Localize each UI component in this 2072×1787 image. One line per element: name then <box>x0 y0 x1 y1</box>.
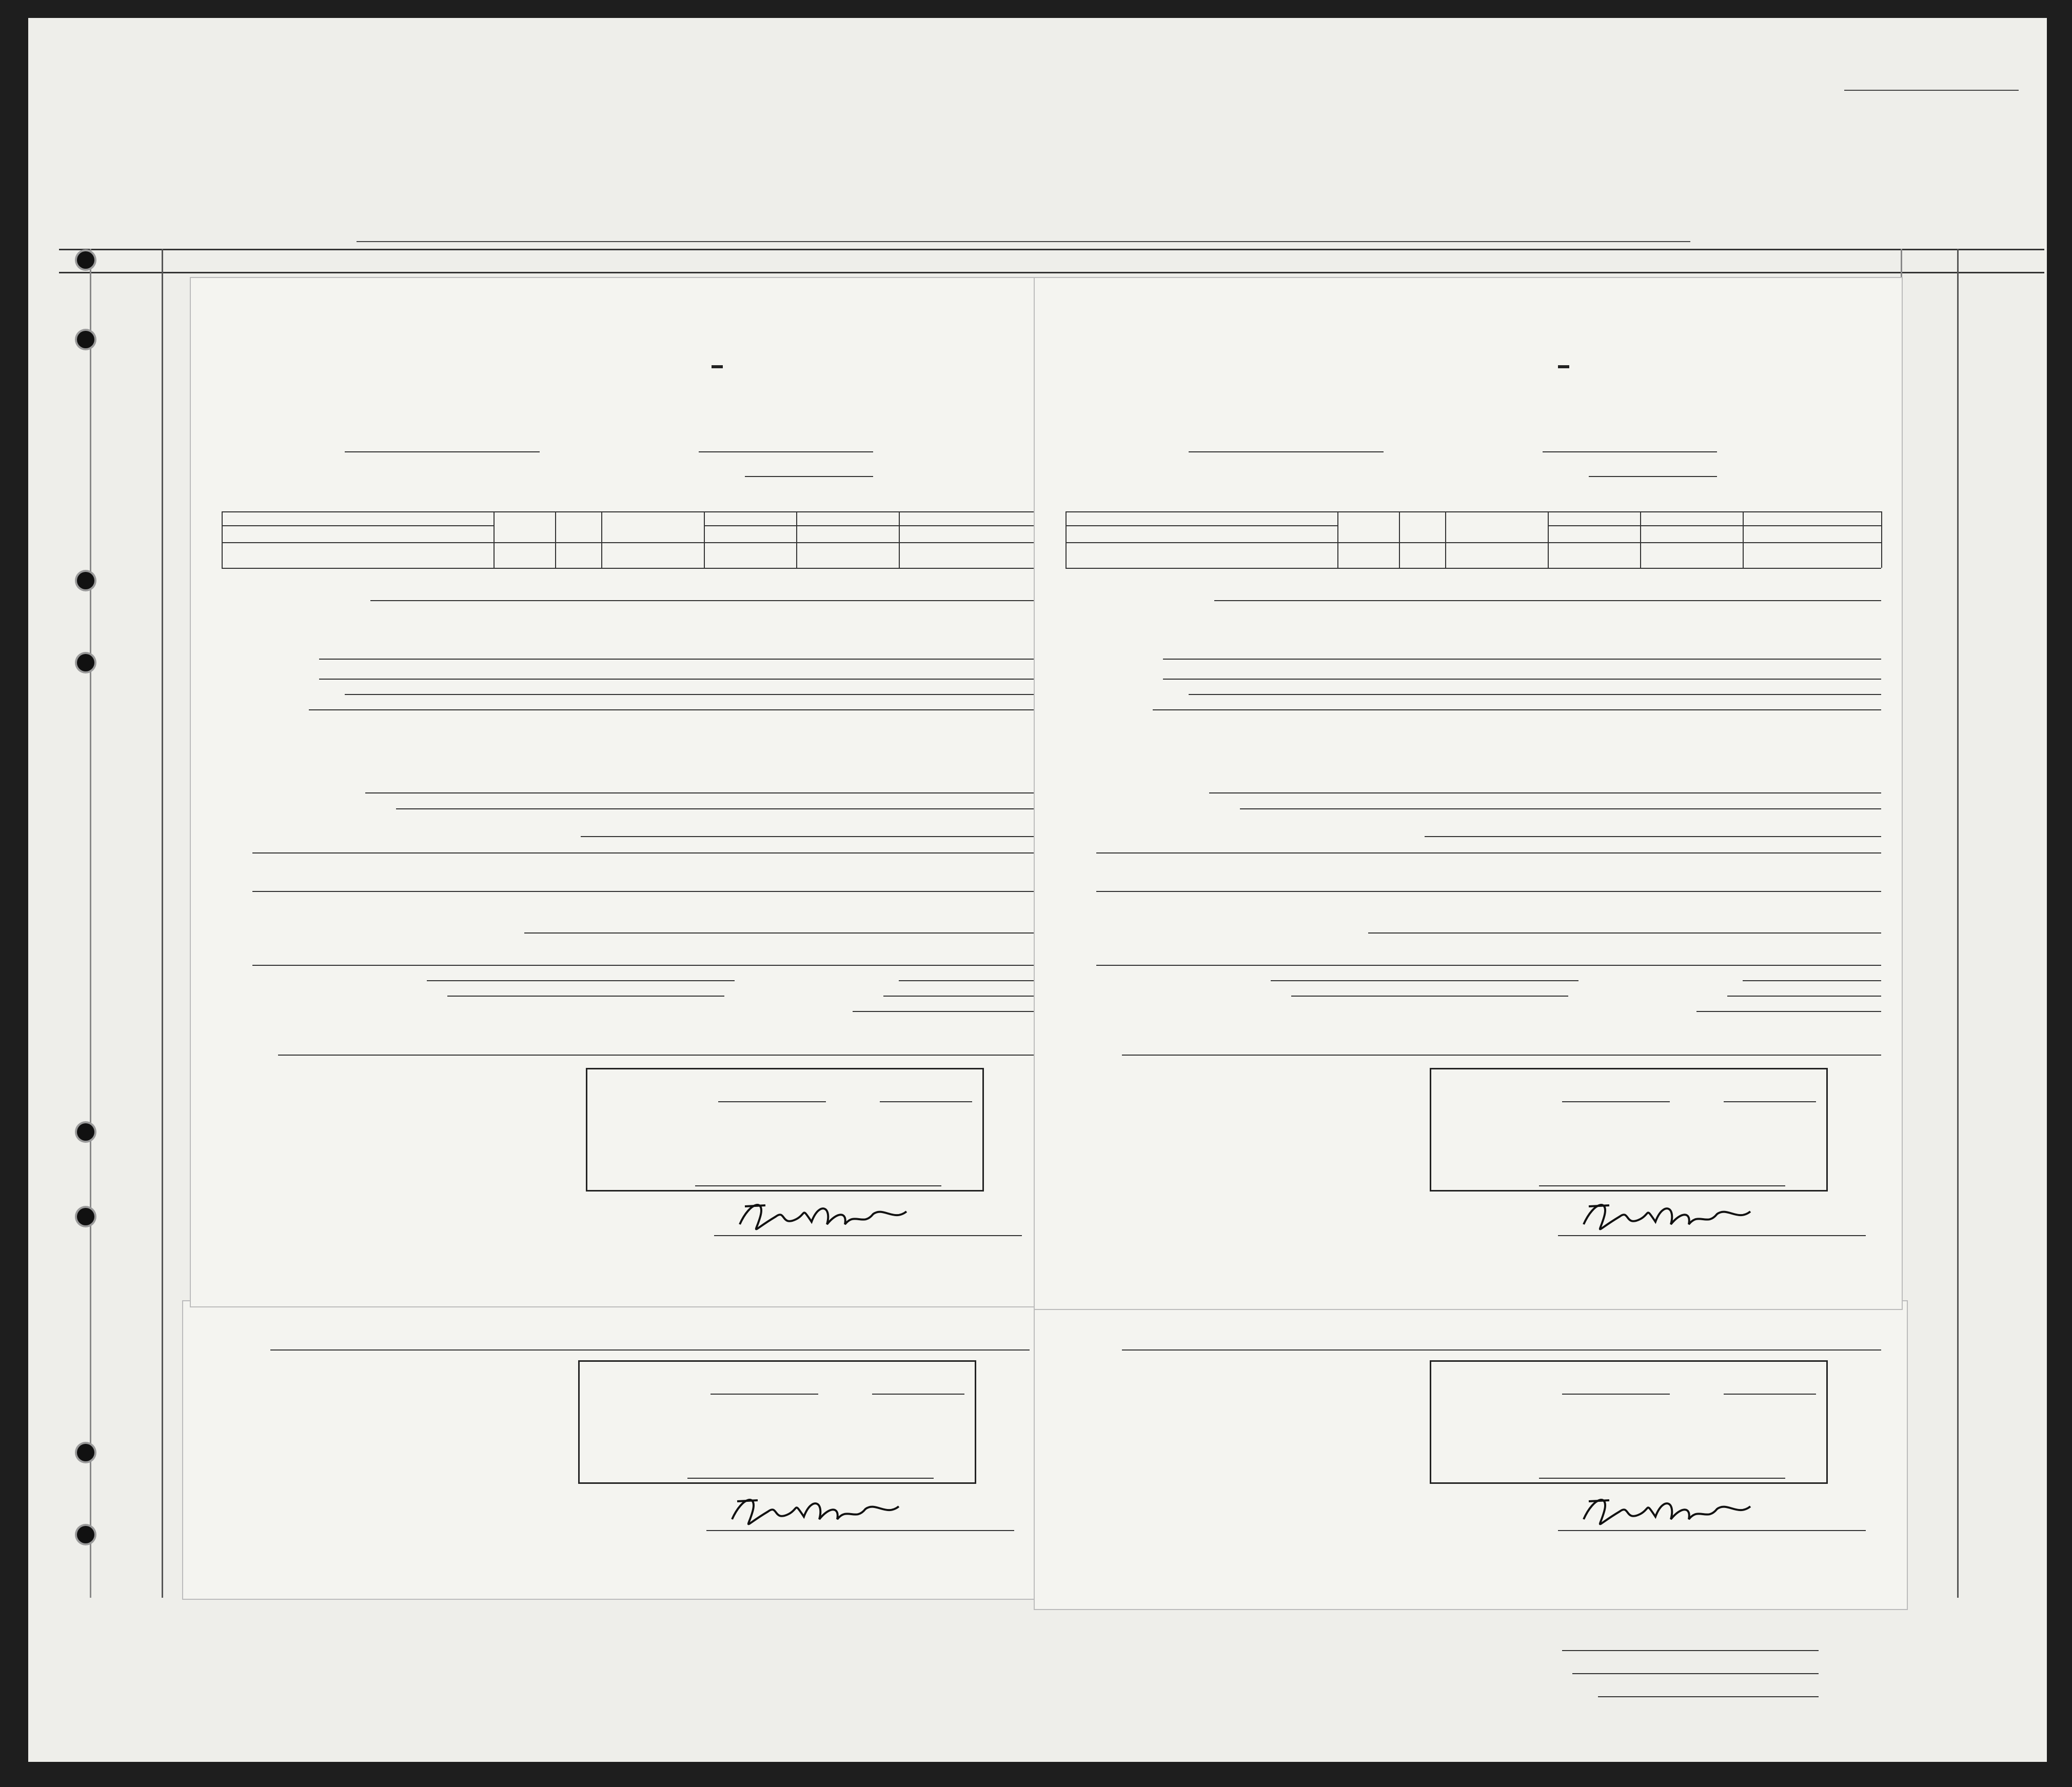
fill-line <box>309 709 1037 710</box>
column-divider <box>162 249 163 1598</box>
table-rule <box>1399 511 1400 568</box>
table-rule <box>704 511 705 568</box>
fill-line <box>1189 451 1384 452</box>
fill-line <box>1562 1394 1670 1395</box>
table-rule <box>222 511 223 568</box>
fill-line <box>447 996 724 997</box>
fill-line <box>270 1349 1030 1351</box>
inspector-signature <box>729 1196 914 1237</box>
table-rule <box>601 511 602 568</box>
officer-reserved-box <box>1430 1068 1828 1192</box>
fill-line <box>252 965 1037 966</box>
inspector-signature <box>1573 1491 1758 1532</box>
fill-line <box>883 996 1037 997</box>
punch-hole <box>77 654 94 671</box>
fill-line <box>427 980 735 981</box>
fill-line <box>1240 808 1881 809</box>
fill-line <box>1727 996 1881 997</box>
punch-hole <box>77 331 94 348</box>
header-divider <box>1065 525 1337 526</box>
fill-line <box>319 679 1037 680</box>
fill-line <box>345 451 540 452</box>
fill-line <box>1724 1101 1816 1102</box>
fill-line <box>718 1101 826 1102</box>
fill-line <box>699 451 873 452</box>
fill-line <box>1122 1055 1881 1056</box>
fill-line <box>1696 1011 1881 1012</box>
punch-hole <box>77 572 94 589</box>
inspector-signature <box>722 1491 906 1532</box>
fill-line <box>695 1185 941 1186</box>
table-bottom <box>222 568 1037 569</box>
table-rule <box>796 511 797 568</box>
punch-hole <box>77 1208 94 1225</box>
punch-hole <box>77 1526 94 1543</box>
table-top <box>1065 511 1881 512</box>
table-rule <box>494 511 495 568</box>
fill-line <box>711 1394 818 1395</box>
fill-line <box>524 932 1037 934</box>
fill-line <box>1096 965 1881 966</box>
information-sheet-left <box>190 277 1059 1307</box>
fill-line <box>1271 980 1578 981</box>
fill-line <box>1743 980 1881 981</box>
table-header-bottom <box>222 542 1037 543</box>
punch-hole <box>77 251 94 269</box>
fill-line <box>1209 792 1881 793</box>
header-band-bottom <box>59 272 2044 273</box>
header-band-top <box>59 249 2044 250</box>
officer-reserved-box <box>578 1360 976 1484</box>
fill-line <box>1153 709 1881 710</box>
arriving-underline <box>357 241 1690 242</box>
fill-line <box>1291 996 1568 997</box>
column-divider <box>1957 249 1959 1598</box>
table-rule <box>555 511 556 568</box>
fill-line <box>1368 932 1881 934</box>
fill-line <box>1539 1185 1785 1186</box>
table-rule <box>899 511 900 568</box>
fill-line <box>252 852 1037 853</box>
list-underline <box>1844 90 2019 91</box>
fill-line <box>319 659 1037 660</box>
fill-line <box>1163 659 1881 660</box>
table-rule <box>1548 511 1549 568</box>
table-top <box>222 511 1037 512</box>
fill-line <box>745 476 873 477</box>
lower-information-sheet-right <box>1034 1300 1908 1610</box>
fill-line <box>1189 694 1881 695</box>
fill-line <box>1122 1349 1881 1351</box>
table-rule <box>1640 511 1641 568</box>
fill-line <box>1163 679 1881 680</box>
header-divider <box>222 525 494 526</box>
fill-line <box>1589 476 1717 477</box>
table-bottom <box>1065 568 1881 569</box>
fill-line <box>396 808 1037 809</box>
fill-line <box>345 694 1037 695</box>
fill-line <box>370 600 1037 601</box>
inspector-signature <box>1573 1196 1758 1237</box>
us-cit-stamp <box>1558 365 1569 368</box>
lower-information-sheet-left <box>182 1300 1051 1600</box>
table-rule <box>1743 511 1744 568</box>
fill-line <box>365 792 1037 793</box>
footer-line-underline <box>1562 1650 1819 1651</box>
fill-line <box>853 1011 1037 1012</box>
table-rule <box>1065 511 1067 568</box>
fill-line <box>1096 852 1881 853</box>
table-rule <box>1337 511 1338 568</box>
table-rule <box>1445 511 1446 568</box>
fill-line <box>899 980 1037 981</box>
fill-line <box>252 891 1037 892</box>
fill-line <box>278 1055 1037 1056</box>
fill-line <box>872 1394 964 1395</box>
fill-line <box>581 836 1037 837</box>
fill-line <box>1539 1478 1785 1479</box>
column-divider <box>90 249 91 1598</box>
us-cit-stamp <box>712 365 723 368</box>
header-divider <box>1548 525 1881 526</box>
fill-line <box>1425 836 1881 837</box>
fill-line <box>687 1478 934 1479</box>
table-header-bottom <box>1065 542 1881 543</box>
footer-owners-underline <box>1572 1673 1819 1674</box>
manifest-sheet <box>28 18 2047 1762</box>
punch-hole <box>77 1123 94 1141</box>
information-sheet-right <box>1034 277 1903 1310</box>
header-divider <box>704 525 1037 526</box>
fill-line <box>1096 891 1881 892</box>
punch-hole <box>77 1444 94 1461</box>
fill-line <box>1543 451 1717 452</box>
table-rule <box>1881 511 1882 568</box>
footer-agents-underline <box>1598 1696 1819 1697</box>
officer-reserved-box <box>1430 1360 1828 1484</box>
fill-line <box>1724 1394 1816 1395</box>
officer-reserved-box <box>586 1068 984 1192</box>
fill-line <box>1562 1101 1670 1102</box>
fill-line <box>880 1101 972 1102</box>
fill-line <box>1214 600 1881 601</box>
